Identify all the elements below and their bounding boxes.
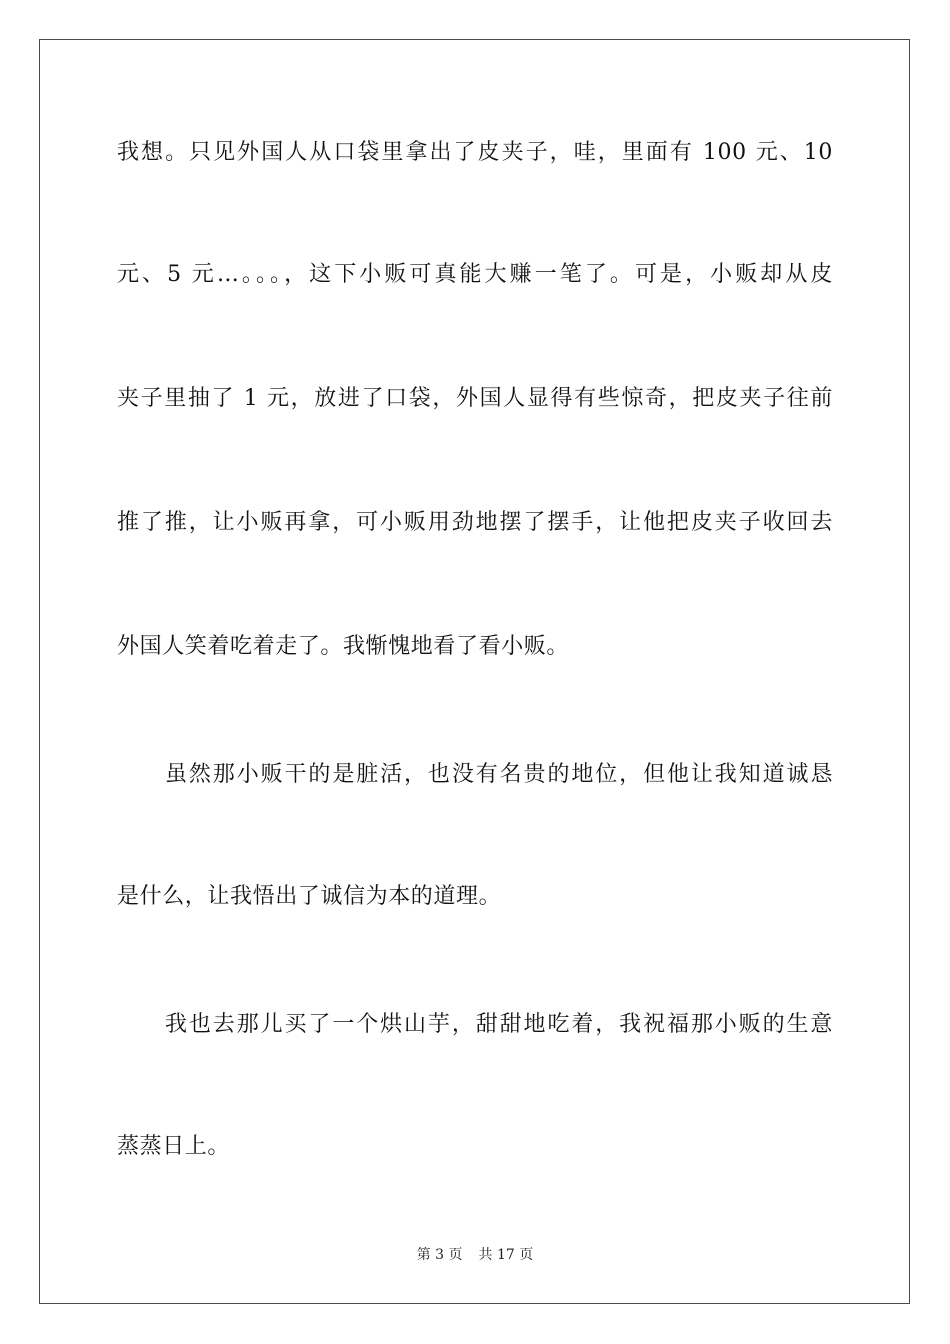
text-line: 蒸蒸日上。	[117, 1134, 231, 1159]
text-line: 元、5 元…。。。，这下小贩可真能大赚一笔了。可是，小贩却从皮	[117, 262, 833, 287]
page-footer	[0, 1246, 950, 1264]
paragraph-start-line: 我也去那儿买了一个烘山芋，甜甜地吃着，我祝福那小贩的生意	[165, 1012, 833, 1037]
text-line: 夹子里抽了 1 元，放进了口袋，外国人显得有些惊奇，把皮夹子往前	[117, 386, 833, 411]
text-line: 外国人笑着吃着走了。我惭愧地看了看小贩。	[117, 634, 570, 659]
text-line: 我想。只见外国人从口袋里拿出了皮夹子，哇，里面有 100 元、10	[117, 140, 833, 165]
text-line: 是什么，让我悟出了诚信为本的道理。	[117, 884, 502, 909]
paragraph-start-line: 虽然那小贩干的是脏活，也没有名贵的地位，但他让我知道诚恳	[165, 762, 833, 787]
page-total: 共 17 页	[478, 1247, 534, 1263]
page-number: 第 3 页	[416, 1247, 463, 1263]
text-line: 推了推，让小贩再拿，可小贩用劲地摆了摆手，让他把皮夹子收回去	[117, 510, 833, 535]
page-frame	[39, 39, 910, 1304]
